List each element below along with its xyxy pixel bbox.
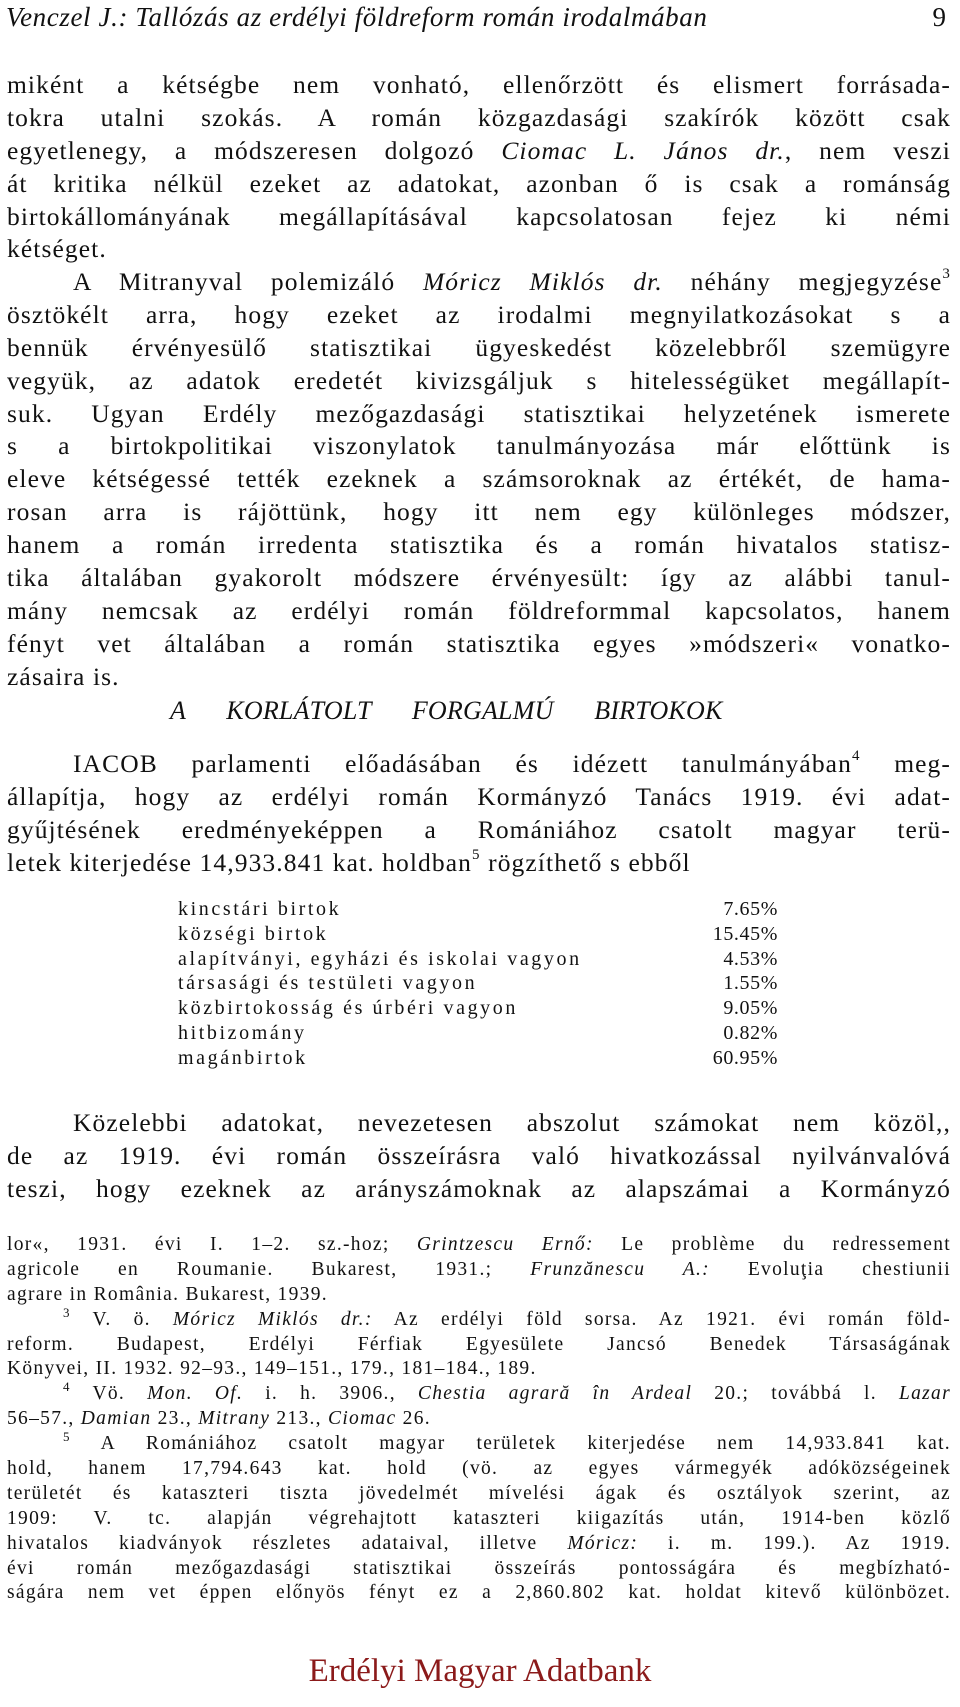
text-line: eleve kétségessé tették ezeknek a számsoroknak az értékét, de hama- [7,464,951,494]
table-row [178,897,778,922]
table-row [178,1046,778,1071]
footnote-line: 56–57., Damian 23., Mitrany 213., Ciomac 26. [7,1408,431,1430]
text-line: s a birtokpolitikai viszonylatok tanulmányozása már előttünk is [7,431,951,461]
author-name: Móricz Miklós dr. [422,267,663,296]
table-row [178,996,778,1021]
running-header [6,2,946,38]
author-name: Ciomac L. János dr. [501,135,785,165]
footnote-line: ságára nem vet éppen előnyös fényt ez a 2,860.802 kat. holdat kitevő különbözet. [7,1582,951,1604]
percentage-value: 1.55% [723,972,778,995]
text-line: kétséget. [7,234,107,264]
footnote-ref-3[interactable]: 3 [942,266,951,282]
text-line: vegyük, az adatok eredetét kivizsgáljuk s hitelességüket megállapít- [7,365,951,395]
running-title: Venczel J.: Tallózás az erdélyi földreform román irodalmában [6,2,708,32]
text-line: birtokállományának megállapításával kapcsolatosan fejez ki némi [7,201,951,231]
footnote-ref-5[interactable]: 5 [472,846,481,863]
percentage-value: 15.45% [712,922,778,945]
page-number: 9 [932,2,946,32]
footnote-line: reform. Budapest, Erdélyi Férfiak Egyesülete Jancsó Benedek Társaságának [7,1333,951,1355]
footnote-line: évi román mezőgazdasági statisztikai összeírás pontosságára és megbízható- [7,1557,951,1579]
footnote-3: $^3$ V. ö. Móricz Miklós dr.: Az erdélyi föld sorsa. Az 1921. évi román föld- [63,1304,951,1330]
text-line: miként a kétségbe nem vonható, ellenőrzött és elismert forrásada- [7,70,951,99]
percentage-value: 0.82% [723,1021,778,1044]
footnote-number: 4 [63,1379,71,1395]
table-row [178,1021,778,1046]
text-line: letek kiterjedése 14,933.841 kat. holdban$^5$ rögzíthető s ebből [7,846,691,877]
percentage-value: 4.53% [723,947,778,970]
text-line: mány nemcsak az erdélyi román földreformmal kapcsolatos, hanem [7,595,951,625]
footnote-line: agrare in România. Bukarest, 1939. [7,1283,328,1305]
footnote-5: $^5$ A Romániához csatolt magyar területek kiterjedése nem 14,933.841 kat. [63,1429,951,1455]
text-line: állapítja, hogy az erdélyi román Kormányzó Tanács 1919. évi adat- [7,781,951,811]
text-line: gyűjtésének eredményeképpen a Romániához csatolt magyar terü- [7,814,951,844]
text-line: Közelebbi adatokat, nevezetesen abszolut számokat nem közöl,, [73,1108,951,1137]
text-line: de az 1919. évi román összeírásra való hivatkozással nyilvánvalóvá [7,1140,951,1170]
paragraph-4 [7,1107,951,1206]
category-label: társasági és testületi vagyon [178,972,478,995]
footnote-number: 5 [63,1429,71,1445]
text-line: A Mitranyval polemizáló Móricz Miklós dr. néhány megjegyzése$^3$ [73,266,951,296]
text-line: zásaira is. [7,661,120,691]
table-row [178,947,778,972]
footnote-line: hivatalos kiadványok részletes adataival, illetve Móricz: i. m. 199.). Az 1919. [7,1532,951,1554]
text-line: suk. Ugyan Erdély mezőgazdasági statisztikai helyzetének ismerete [7,398,951,428]
text-line: IACOB parlamenti előadásában és idézett tanulmányában$^4$ meg- [73,748,951,778]
text-line: ösztökélt arra, hogy ezeket az irodalmi megnyilatkozásokat s a [7,299,951,329]
footnotes [7,1233,951,1606]
text-line: egyetlenegy, a módszeresen dolgozó Ciomac L. János dr., nem veszi [7,135,951,165]
footnote-line: területét és kataszteri tiszta jövedelmét mívelési ágak és osztályok szerint, az [7,1482,951,1504]
percentage-value: 9.05% [723,997,778,1020]
percentage-value: 60.95% [712,1046,778,1069]
paragraph-2 [7,266,951,694]
percentage-value: 7.65% [723,898,778,920]
category-label: közbirtokosság és úrbéri vagyon [178,997,518,1020]
category-label: magánbirtok [178,1046,308,1069]
category-label: hitbizomány [178,1021,307,1044]
category-label: alapítványi, egyházi és iskolai vagyon [178,947,582,970]
text-line: rosan arra is rájöttünk, hogy itt nem egy különleges módszer, [7,497,951,527]
section-heading: A KORLÁTOLT FORGALMÚ BIRTOKOK [170,696,723,725]
footnote-line: Könyvei, II. 1932. 92–93., 149–151., 179., 181–184., 189. [7,1358,537,1380]
footnote-ref-4[interactable]: 4 [851,748,861,764]
text-line: teszi, hogy ezeknek az arányszámoknak az alapszámai a Kormányzó [7,1173,951,1203]
text-line: tika általában gyakorolt módszere érvényesült: így az alábbi tanul- [7,563,951,593]
table-row [178,922,778,947]
footnote-line: agricole en Roumanie. Bukarest, 1931.; Frunzănescu A.: Evoluţia chestiunii [7,1258,951,1280]
footnote-number: 3 [63,1304,71,1320]
publisher-watermark: Erdélyi Magyar Adatbank [308,1653,652,1689]
text-line: tokra utalni szokás. A román közgazdasági szakírók között csak [7,102,951,132]
category-label: községi birtok [178,922,329,945]
paragraph-1 [7,69,951,266]
text-line: hanem a román irredenta statisztika és a román hivatalos statisz- [7,530,951,560]
text-line: fényt vet általában a román statisztika egyes »módszeri« vonatko- [7,628,951,658]
table-row [178,971,778,996]
footnote-4: $^4$ Vö. Mon. Of. i. h. 3906., Chestia agrară în Ardeal 20.; továbbá l. Lazar [63,1379,951,1405]
category-label: kincstári birtok [178,898,342,920]
footnote-line: hold, hanem 17,794.643 kat. hold (vö. az egyes vármegyék adóközségeinek [7,1458,951,1480]
footnote-line: 1909: V. tc. alapján végrehajtott kataszteri kiigazítás után, 1914-ben közlő [7,1507,951,1529]
text-line: bennük érvényesülő statisztikai ügyeskedést közelebbről szemügyre [7,332,951,362]
paragraph-3 [7,748,951,880]
footnote-line: lor«, 1931. évi I. 1–2. sz.-hoz; Grintzescu Ernő: Le problème du redressement [7,1234,951,1255]
land-category-table [178,897,778,1071]
text-line: át kritika nélkül ezeket az adatokat, azonban ő is csak a románság [7,168,951,198]
